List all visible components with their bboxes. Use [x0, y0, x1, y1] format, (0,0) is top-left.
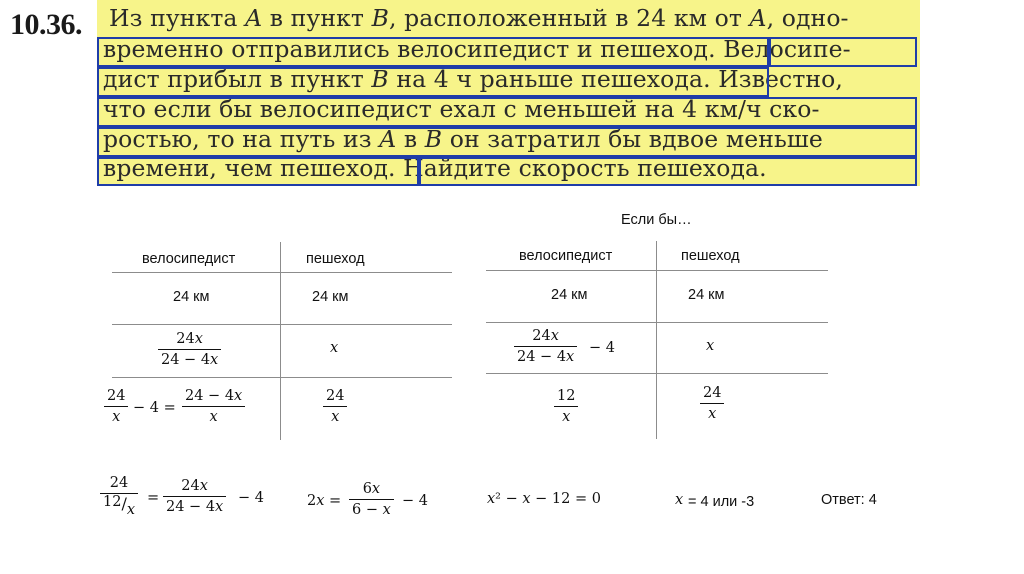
point-letter: B	[424, 125, 443, 153]
highlight-box-2	[769, 37, 917, 67]
point-letter: A	[245, 4, 263, 32]
cyclist-distance: 24 км	[551, 287, 588, 303]
roots-values: = 4 или -3	[688, 494, 755, 510]
time-lhs-fraction: 24 𝑥	[104, 387, 128, 426]
point-letter: B	[371, 4, 389, 32]
equation-1-equals: =	[147, 490, 160, 506]
pedestrian-time-fraction: 24 𝑥	[700, 384, 724, 423]
cyclist-time-fraction: 12 𝑥	[554, 387, 578, 426]
equation-3: 𝑥² − 𝑥 − 12 = 0	[487, 491, 601, 507]
problem-text-segment: , одно-	[766, 4, 849, 32]
answer: Ответ: 4	[821, 492, 877, 508]
equation-1-rhs: 24𝑥 24 − 4𝑥	[163, 477, 226, 516]
problem-text-segment: дист прибыл в пункт	[103, 65, 372, 93]
pedestrian-distance: 24 км	[312, 289, 349, 305]
problem-text-segment: ростью, то на путь из	[103, 125, 380, 153]
problem-text-segment: в	[396, 125, 425, 153]
problem-line-1	[109, 3, 849, 34]
cyclist-speed-fraction: 24𝑥 24 − 4𝑥	[514, 327, 577, 366]
equation-2-lhs: 2𝑥 =	[307, 493, 342, 509]
highlight-box-7	[419, 157, 917, 186]
problem-text-segment: Из пункта	[109, 4, 246, 32]
highlight-box-6	[97, 157, 419, 186]
pedestrian-speed: 𝑥	[330, 340, 339, 356]
cyclist-speed-fraction: 24𝑥 24 − 4𝑥	[158, 330, 221, 369]
time-rhs-fraction: 24 − 4𝑥 𝑥	[182, 387, 245, 426]
pedestrian-speed: 𝑥	[706, 338, 715, 354]
equation-2-minus: − 4	[402, 493, 428, 509]
problem-text-segment: времени, чем пешеход. Найдите скорость пешехода.	[103, 154, 767, 182]
point-letter: B	[371, 65, 389, 93]
point-letter: A	[379, 125, 397, 153]
highlight-box-4	[97, 97, 917, 127]
problem-text-segment: что если бы велосипедист ехал с меньшей на 4 км/ч ско-	[103, 95, 820, 123]
header-cyclist: велосипедист	[519, 248, 613, 264]
problem-text-segment: на 4 ч раньше пешехода. Известно,	[388, 65, 843, 93]
pedestrian-distance: 24 км	[688, 287, 725, 303]
header-pedestrian: пешеход	[681, 248, 740, 264]
highlight-box-3	[97, 67, 769, 97]
problem-text-segment: он затратил бы вдвое меньше	[442, 125, 823, 153]
cyclist-distance: 24 км	[173, 289, 210, 305]
header-pedestrian: пешеход	[306, 251, 365, 267]
problem-scan	[0, 0, 920, 186]
equation-2-fraction: 6𝑥 6 − 𝑥	[349, 480, 394, 519]
pedestrian-time-fraction: 24 𝑥	[323, 387, 347, 426]
point-letter: A	[749, 4, 767, 32]
problem-text-segment: в пункт	[262, 4, 372, 32]
problem-text-segment: временно отправились велосипедист и пешеход. Велосипе-	[103, 35, 851, 63]
equation-1-minus: − 4	[238, 490, 264, 506]
highlight-box-1	[97, 37, 769, 67]
header-cyclist: велосипедист	[142, 251, 236, 267]
time-minus-equals: − 4 =	[133, 400, 176, 416]
table-right-caption: Если бы…	[621, 212, 692, 228]
problem-text-segment: , расположенный в 24 км от	[388, 4, 750, 32]
roots-variable: 𝑥	[675, 492, 684, 508]
highlight-box-5	[97, 127, 917, 157]
cyclist-speed-minus: − 4	[589, 340, 615, 356]
problem-number: 10.36.	[10, 8, 82, 41]
equation-1-lhs: 24 12/𝑥	[100, 474, 138, 514]
